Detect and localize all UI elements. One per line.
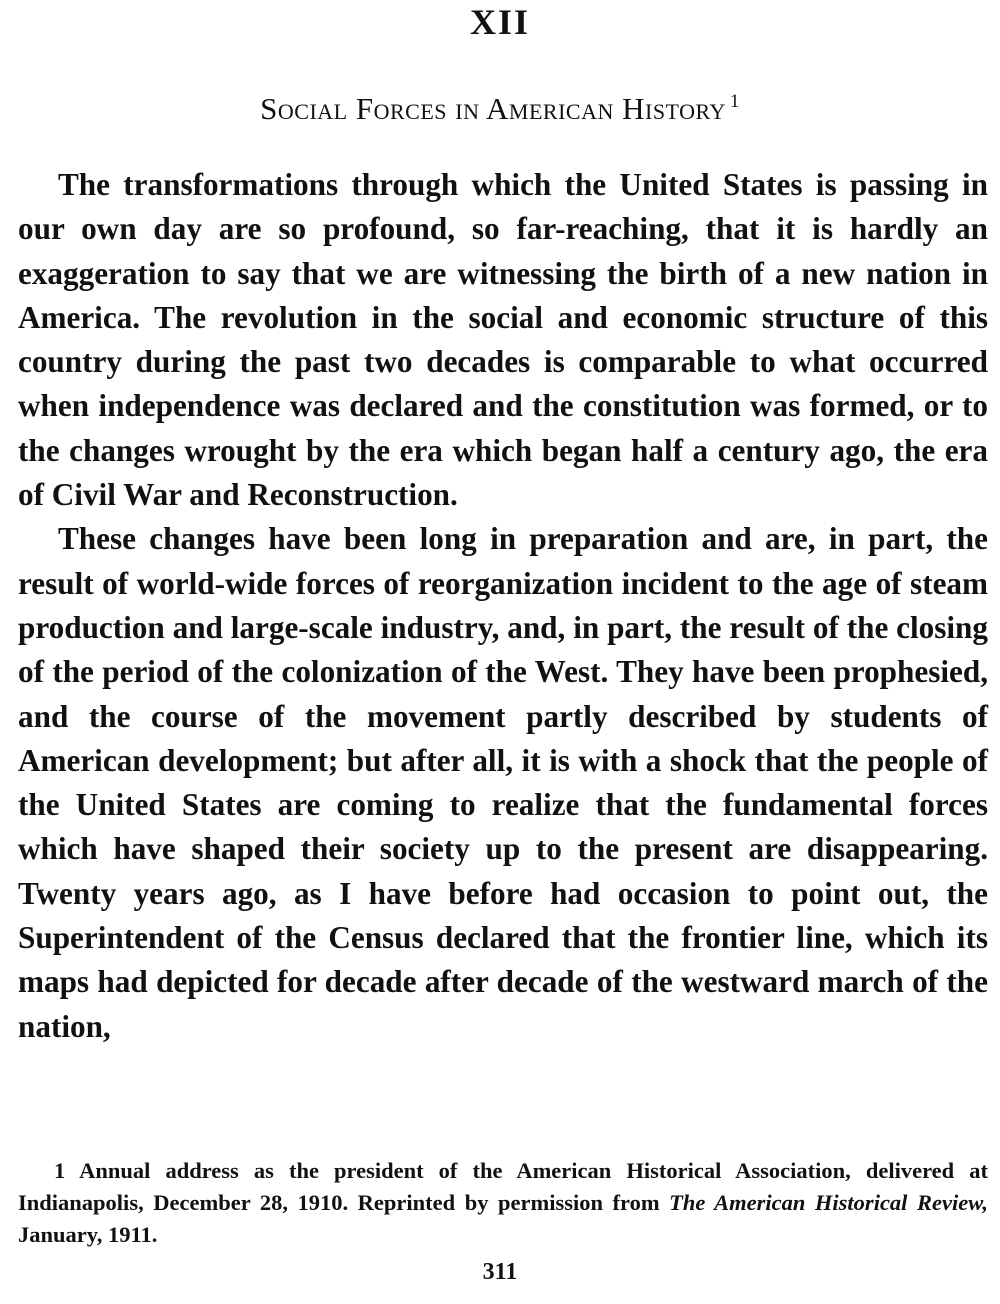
- chapter-title: [0, 82, 1000, 129]
- paragraph: These changes have been long in preparation and are, in part, the result of world-wide forces of reorganization incident to the age of steam production and large-scale industry, and, in part, the result of the closing of the period of the colonization of the West. They have been prophesied, and the course of the movement partly described by students of American development; but after all, it is with a shock that the people of the United States are coming to realize that the fundamental forces which have shaped their society up to the present are disappearing. Twenty years ago, as I have before had occasion to point out, the Superintendent of the Census declared that the frontier line, which its maps had depicted for decade after decade of the westward march of the nation,: [18, 521, 988, 1044]
- page-number: 311: [482, 1259, 518, 1285]
- paragraph: The transformations through which the United States is passing in our own day are so profound, so far-reaching, that it is hardly an exaggeration to say that we are witnessing the birth of a new nation in America. The revolution in the social and economic structure of this country during the past two decades is comparable to what occurred when independence was declared and the constitution was formed, or to the changes wrought by the era which began half a century ago, the era of Civil War and Reconstruction.: [18, 167, 988, 513]
- body-text: [18, 163, 988, 1049]
- chapter-title-text: Social Forces in American History: [260, 91, 726, 126]
- footnote: [18, 1155, 988, 1251]
- chapter-number: XII: [469, 2, 531, 42]
- footnote-marker: 1: [54, 1158, 66, 1183]
- footnote-journal-title: The American Historical Review,: [669, 1190, 988, 1215]
- footnote-text: Annual address as the president of the American Historical Association, delivered at Indianapolis, December 28, 1910. Reprinted by permission from: [18, 1158, 988, 1215]
- footnote-reference: 1: [729, 91, 740, 112]
- footnote-date: January, 1911.: [18, 1222, 158, 1247]
